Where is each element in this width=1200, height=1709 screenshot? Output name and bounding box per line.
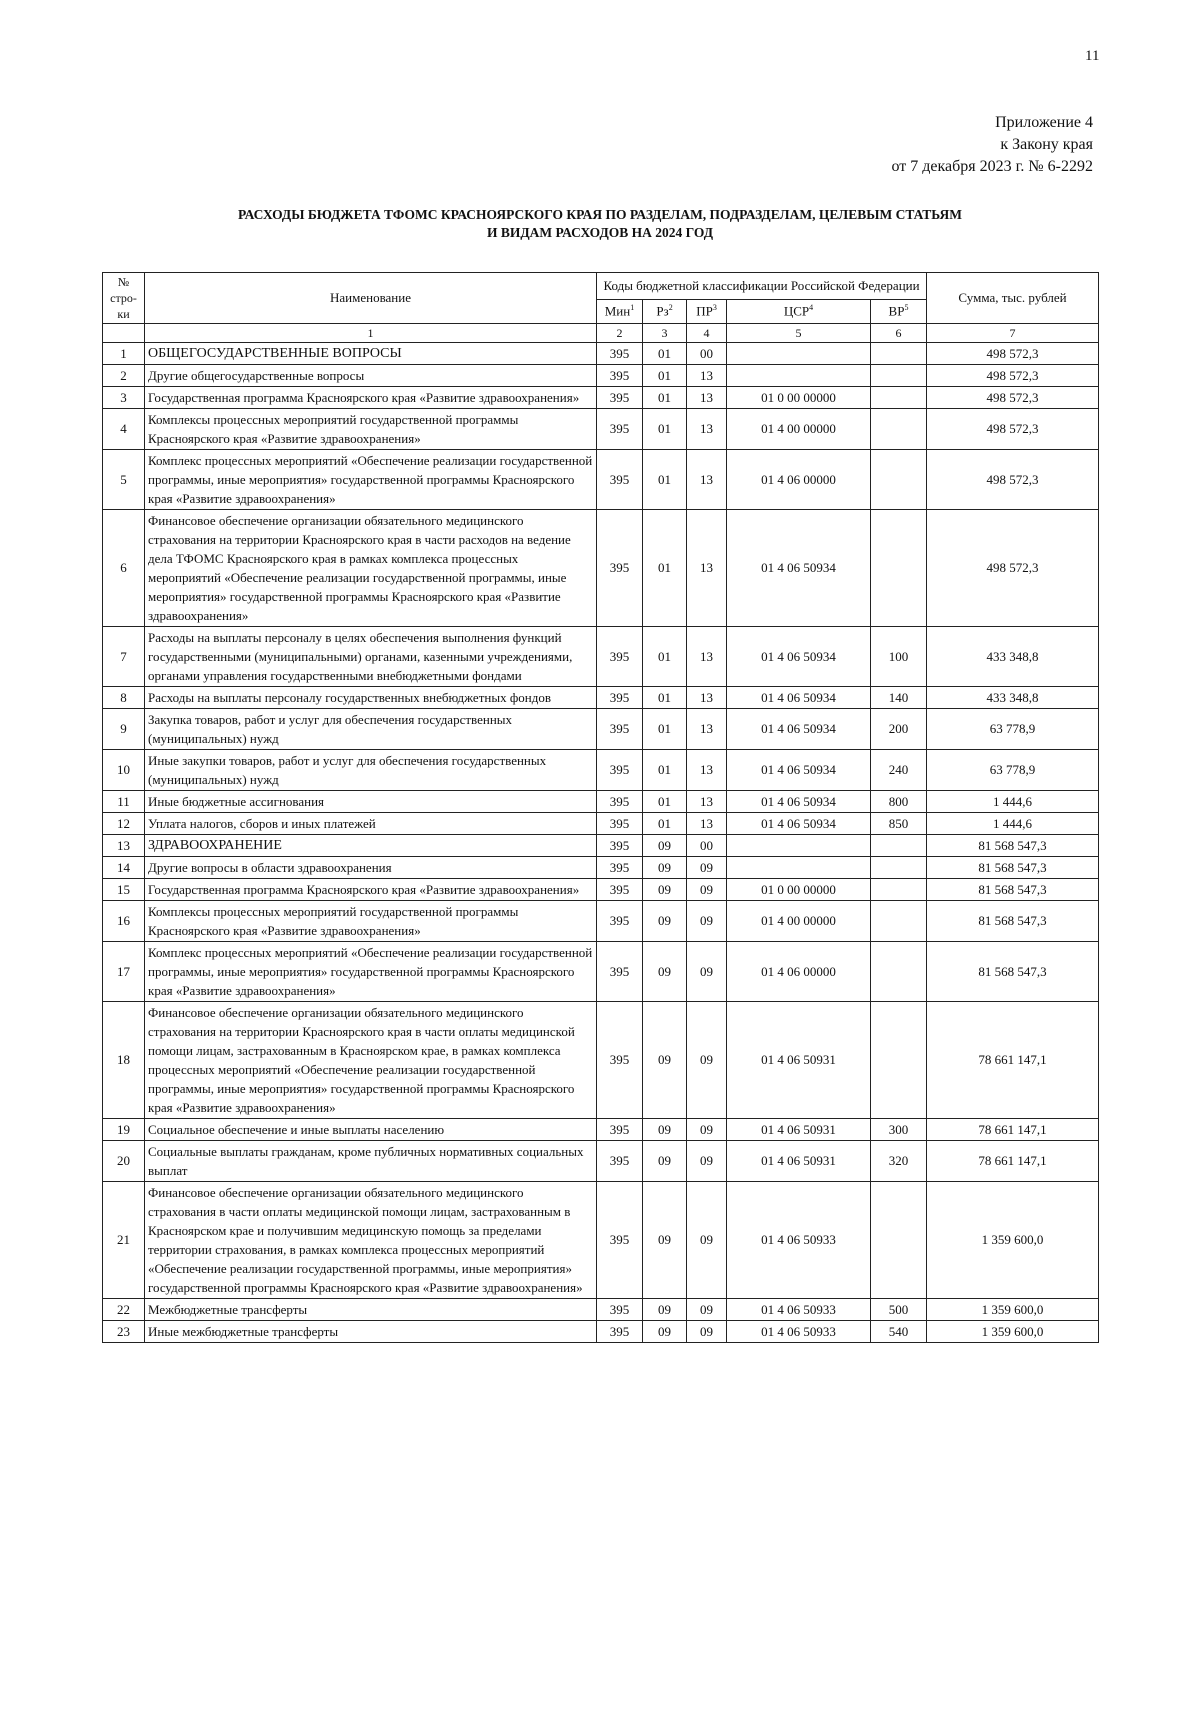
row-sum: 498 572,3 <box>927 450 1099 510</box>
table-row <box>103 709 1099 750</box>
row-sum: 81 568 547,3 <box>927 879 1099 901</box>
row-pr: 13 <box>687 450 727 510</box>
row-min: 395 <box>597 709 643 750</box>
header-name: Наименование <box>145 273 597 324</box>
row-pr: 09 <box>687 942 727 1002</box>
row-sum: 81 568 547,3 <box>927 835 1099 857</box>
table-row <box>103 1299 1099 1321</box>
row-min: 395 <box>597 942 643 1002</box>
row-name: Финансовое обеспечение организации обязательного медицинского страхования в части оплаты медицинской помощи лицам, застрахованным в Красноярском крае и получившим медицинскую помощь за пределами территории страхования, в рамках комплекса процессных мероприятий «Обеспечение реализации государственной программы, иные мероприятия» государственной программы Красноярского края «Развитие здравоохранения» <box>145 1182 597 1299</box>
row-csr: 01 4 06 50934 <box>727 510 871 627</box>
row-number: 12 <box>103 813 145 835</box>
table-row <box>103 1141 1099 1182</box>
header-row-number: № стро- ки <box>103 273 145 324</box>
row-rz: 09 <box>643 1141 687 1182</box>
row-vr: 300 <box>871 1119 927 1141</box>
row-vr: 240 <box>871 750 927 791</box>
row-pr: 13 <box>687 813 727 835</box>
row-min: 395 <box>597 687 643 709</box>
header-pr-label: ПР <box>696 303 713 319</box>
row-rz: 01 <box>643 709 687 750</box>
row-pr: 09 <box>687 1321 727 1343</box>
row-rz: 01 <box>643 627 687 687</box>
row-sum: 498 572,3 <box>927 387 1099 409</box>
column-index: 1 <box>145 324 597 343</box>
table-row <box>103 1321 1099 1343</box>
table-row <box>103 879 1099 901</box>
row-csr <box>727 343 871 365</box>
row-pr: 09 <box>687 1119 727 1141</box>
table-row <box>103 1182 1099 1299</box>
row-rz: 01 <box>643 510 687 627</box>
row-csr <box>727 835 871 857</box>
row-number: 14 <box>103 857 145 879</box>
table-row <box>103 409 1099 450</box>
row-csr: 01 4 06 50934 <box>727 750 871 791</box>
row-csr: 01 4 06 50934 <box>727 709 871 750</box>
table-row <box>103 387 1099 409</box>
row-name: Другие вопросы в области здравоохранения <box>145 857 597 879</box>
table-row <box>103 627 1099 687</box>
row-name: Финансовое обеспечение организации обязательного медицинского страхования на территории Красноярского края в части расходов на ведение дела ТФОМС Красноярского края в рамках комплекса процессных мероприятий «Обеспечение реализации государственной программы, иные мероприятия» государственной программы Красноярского края «Развитие здравоохранения» <box>145 510 597 627</box>
row-min: 395 <box>597 901 643 942</box>
row-pr: 13 <box>687 365 727 387</box>
row-sum: 81 568 547,3 <box>927 942 1099 1002</box>
appendix-line: от 7 декабря 2023 г. № 6-2292 <box>891 158 1093 175</box>
row-csr: 01 4 06 00000 <box>727 450 871 510</box>
header-rz-label: Рз <box>656 303 669 319</box>
row-rz: 09 <box>643 1299 687 1321</box>
row-pr: 13 <box>687 387 727 409</box>
footnote-mark: 4 <box>809 303 814 313</box>
row-csr: 01 4 06 50934 <box>727 687 871 709</box>
row-rz: 01 <box>643 791 687 813</box>
row-name: Расходы на выплаты персоналу государственных внебюджетных фондов <box>145 687 597 709</box>
row-sum: 498 572,3 <box>927 409 1099 450</box>
document-title <box>102 206 1098 242</box>
row-vr <box>871 450 927 510</box>
row-sum: 498 572,3 <box>927 365 1099 387</box>
row-number: 15 <box>103 879 145 901</box>
row-number: 23 <box>103 1321 145 1343</box>
row-rz: 01 <box>643 343 687 365</box>
row-rz: 09 <box>643 1182 687 1299</box>
row-pr: 09 <box>687 901 727 942</box>
row-min: 395 <box>597 1299 643 1321</box>
row-name: Иные закупки товаров, работ и услуг для обеспечения государственных (муниципальных) нужд <box>145 750 597 791</box>
column-index: 7 <box>927 324 1099 343</box>
row-name: Расходы на выплаты персоналу в целях обеспечения выполнения функций государственными (муниципальными) органами, казенными учреждениями, органами управления государственными внебюджетными фондами <box>145 627 597 687</box>
row-min: 395 <box>597 627 643 687</box>
row-name: Государственная программа Красноярского края «Развитие здравоохранения» <box>145 387 597 409</box>
row-min: 395 <box>597 409 643 450</box>
header-min-label: Мин <box>604 303 631 319</box>
table-row <box>103 791 1099 813</box>
row-min: 395 <box>597 1321 643 1343</box>
row-min: 395 <box>597 365 643 387</box>
table-row <box>103 687 1099 709</box>
table-row <box>103 1119 1099 1141</box>
row-rz: 01 <box>643 687 687 709</box>
row-number: 22 <box>103 1299 145 1321</box>
row-min: 395 <box>597 857 643 879</box>
row-rz: 09 <box>643 835 687 857</box>
row-csr: 01 4 06 00000 <box>727 942 871 1002</box>
column-index: 2 <box>597 324 643 343</box>
row-pr: 13 <box>687 750 727 791</box>
row-number: 16 <box>103 901 145 942</box>
row-name: Уплата налогов, сборов и иных платежей <box>145 813 597 835</box>
row-min: 395 <box>597 343 643 365</box>
row-sum: 78 661 147,1 <box>927 1119 1099 1141</box>
row-sum: 433 348,8 <box>927 627 1099 687</box>
row-min: 395 <box>597 791 643 813</box>
row-name: Финансовое обеспечение организации обязательного медицинского страхования на территории Красноярского края в части оплаты медицинской помощи лицам, застрахованным в Красноярском крае, в рамках комплекса процессных мероприятий «Обеспечение реализации государственной программы, иные мероприятия» государственной программы Красноярского края «Развитие здравоохранения» <box>145 1002 597 1119</box>
row-csr: 01 4 06 50933 <box>727 1321 871 1343</box>
row-number: 10 <box>103 750 145 791</box>
row-sum: 81 568 547,3 <box>927 901 1099 942</box>
row-vr: 540 <box>871 1321 927 1343</box>
row-min: 395 <box>597 1182 643 1299</box>
row-csr: 01 0 00 00000 <box>727 879 871 901</box>
row-min: 395 <box>597 1119 643 1141</box>
column-index-row <box>103 324 1099 343</box>
row-csr: 01 0 00 00000 <box>727 387 871 409</box>
row-vr <box>871 857 927 879</box>
row-rz: 01 <box>643 750 687 791</box>
row-vr: 100 <box>871 627 927 687</box>
row-vr: 850 <box>871 813 927 835</box>
row-rz: 01 <box>643 450 687 510</box>
row-vr <box>871 1182 927 1299</box>
row-csr: 01 4 06 50931 <box>727 1119 871 1141</box>
row-rz: 01 <box>643 409 687 450</box>
row-vr: 140 <box>871 687 927 709</box>
row-csr: 01 4 06 50931 <box>727 1141 871 1182</box>
row-vr: 200 <box>871 709 927 750</box>
row-min: 395 <box>597 879 643 901</box>
row-vr <box>871 1002 927 1119</box>
table-row <box>103 450 1099 510</box>
row-sum: 63 778,9 <box>927 750 1099 791</box>
row-pr: 13 <box>687 510 727 627</box>
table-row <box>103 813 1099 835</box>
table-row <box>103 750 1099 791</box>
row-name: Социальные выплаты гражданам, кроме публичных нормативных социальных выплат <box>145 1141 597 1182</box>
row-name: Межбюджетные трансферты <box>145 1299 597 1321</box>
row-pr: 13 <box>687 409 727 450</box>
header-vr-label: ВР <box>888 303 905 319</box>
row-vr <box>871 510 927 627</box>
row-csr: 01 4 06 50934 <box>727 791 871 813</box>
row-number: 3 <box>103 387 145 409</box>
row-vr <box>871 942 927 1002</box>
page-number: 11 <box>1085 48 1100 64</box>
appendix-reference <box>891 112 1093 178</box>
title-line: РАСХОДЫ БЮДЖЕТА ТФОМС КРАСНОЯРСКОГО КРАЯ ПО РАЗДЕЛАМ, ПОДРАЗДЕЛАМ, ЦЕЛЕВЫМ СТАТЬЯМ <box>238 207 962 222</box>
row-name: Закупка товаров, работ и услуг для обеспечения государственных (муниципальных) нужд <box>145 709 597 750</box>
table-row <box>103 365 1099 387</box>
appendix-line: к Закону края <box>1000 136 1093 153</box>
row-name: ЗДРАВООХРАНЕНИЕ <box>145 835 597 857</box>
row-rz: 09 <box>643 942 687 1002</box>
row-vr <box>871 387 927 409</box>
column-index: 4 <box>687 324 727 343</box>
header-row <box>103 273 1099 300</box>
footnote-mark: 5 <box>904 303 909 313</box>
table-row <box>103 1002 1099 1119</box>
row-name: ОБЩЕГОСУДАРСТВЕННЫЕ ВОПРОСЫ <box>145 343 597 365</box>
row-number: 7 <box>103 627 145 687</box>
row-number: 11 <box>103 791 145 813</box>
row-sum: 1 359 600,0 <box>927 1182 1099 1299</box>
column-index <box>103 324 145 343</box>
table-row <box>103 835 1099 857</box>
row-rz: 01 <box>643 365 687 387</box>
appendix-line: Приложение 4 <box>995 114 1093 131</box>
row-sum: 433 348,8 <box>927 687 1099 709</box>
row-rz: 01 <box>643 813 687 835</box>
row-vr <box>871 365 927 387</box>
row-min: 395 <box>597 450 643 510</box>
header-csr-label: ЦСР <box>783 303 810 319</box>
header-vr <box>871 299 927 323</box>
row-pr: 09 <box>687 1141 727 1182</box>
row-min: 395 <box>597 510 643 627</box>
row-pr: 09 <box>687 1299 727 1321</box>
row-sum: 1 359 600,0 <box>927 1321 1099 1343</box>
title-line: И ВИДАМ РАСХОДОВ НА 2024 ГОД <box>487 225 713 240</box>
row-csr: 01 4 00 00000 <box>727 901 871 942</box>
row-pr: 00 <box>687 835 727 857</box>
row-sum: 78 661 147,1 <box>927 1141 1099 1182</box>
header-pr <box>687 299 727 323</box>
row-name: Комплексы процессных мероприятий государственной программы Красноярского края «Развитие здравоохранения» <box>145 409 597 450</box>
row-csr <box>727 857 871 879</box>
row-sum: 498 572,3 <box>927 510 1099 627</box>
row-pr: 13 <box>687 627 727 687</box>
footnote-mark: 2 <box>668 303 673 313</box>
row-csr: 01 4 06 50933 <box>727 1299 871 1321</box>
row-csr: 01 4 00 00000 <box>727 409 871 450</box>
column-index: 5 <box>727 324 871 343</box>
row-name: Комплексы процессных мероприятий государственной программы Красноярского края «Развитие здравоохранения» <box>145 901 597 942</box>
table-row <box>103 901 1099 942</box>
row-name: Государственная программа Красноярского края «Развитие здравоохранения» <box>145 879 597 901</box>
row-min: 395 <box>597 835 643 857</box>
row-min: 395 <box>597 1002 643 1119</box>
row-number: 18 <box>103 1002 145 1119</box>
row-number: 20 <box>103 1141 145 1182</box>
row-csr: 01 4 06 50934 <box>727 627 871 687</box>
row-name: Комплекс процессных мероприятий «Обеспечение реализации государственной программы, иные мероприятия» государственной программы Красноярского края «Развитие здравоохранения» <box>145 450 597 510</box>
row-pr: 00 <box>687 343 727 365</box>
row-vr <box>871 835 927 857</box>
footnote-mark: 1 <box>630 303 635 313</box>
row-number: 8 <box>103 687 145 709</box>
row-number: 1 <box>103 343 145 365</box>
row-number: 6 <box>103 510 145 627</box>
table-row <box>103 942 1099 1002</box>
row-pr: 13 <box>687 791 727 813</box>
row-rz: 09 <box>643 879 687 901</box>
row-min: 395 <box>597 1141 643 1182</box>
row-vr <box>871 409 927 450</box>
column-index: 6 <box>871 324 927 343</box>
table-row <box>103 510 1099 627</box>
row-pr: 09 <box>687 1002 727 1119</box>
row-min: 395 <box>597 387 643 409</box>
header-csr <box>727 299 871 323</box>
budget-table <box>102 272 1099 1343</box>
row-rz: 01 <box>643 387 687 409</box>
row-sum: 81 568 547,3 <box>927 857 1099 879</box>
table-row <box>103 857 1099 879</box>
row-number: 2 <box>103 365 145 387</box>
row-csr: 01 4 06 50934 <box>727 813 871 835</box>
row-rz: 09 <box>643 1321 687 1343</box>
row-rz: 09 <box>643 1119 687 1141</box>
row-name: Комплекс процессных мероприятий «Обеспечение реализации государственной программы, иные мероприятия» государственной программы Красноярского края «Развитие здравоохранения» <box>145 942 597 1002</box>
row-min: 395 <box>597 750 643 791</box>
row-csr: 01 4 06 50931 <box>727 1002 871 1119</box>
row-rz: 09 <box>643 857 687 879</box>
header-min <box>597 299 643 323</box>
row-number: 9 <box>103 709 145 750</box>
row-sum: 1 444,6 <box>927 791 1099 813</box>
row-vr <box>871 343 927 365</box>
row-number: 21 <box>103 1182 145 1299</box>
row-csr <box>727 365 871 387</box>
row-name: Иные бюджетные ассигнования <box>145 791 597 813</box>
header-sum: Сумма, тыс. рублей <box>927 273 1099 324</box>
row-min: 395 <box>597 813 643 835</box>
row-number: 17 <box>103 942 145 1002</box>
row-pr: 09 <box>687 1182 727 1299</box>
row-vr <box>871 901 927 942</box>
row-name: Иные межбюджетные трансферты <box>145 1321 597 1343</box>
row-number: 5 <box>103 450 145 510</box>
row-number: 13 <box>103 835 145 857</box>
row-sum: 498 572,3 <box>927 343 1099 365</box>
row-vr: 320 <box>871 1141 927 1182</box>
row-sum: 1 444,6 <box>927 813 1099 835</box>
row-rz: 09 <box>643 1002 687 1119</box>
header-codes-group: Коды бюджетной классификации Российской Федерации <box>597 273 927 300</box>
footnote-mark: 3 <box>712 303 717 313</box>
column-index: 3 <box>643 324 687 343</box>
row-pr: 13 <box>687 709 727 750</box>
row-pr: 13 <box>687 687 727 709</box>
row-number: 19 <box>103 1119 145 1141</box>
header-rz <box>643 299 687 323</box>
row-csr: 01 4 06 50933 <box>727 1182 871 1299</box>
row-sum: 63 778,9 <box>927 709 1099 750</box>
row-pr: 09 <box>687 857 727 879</box>
row-name: Социальное обеспечение и иные выплаты населению <box>145 1119 597 1141</box>
row-vr <box>871 879 927 901</box>
row-name: Другие общегосударственные вопросы <box>145 365 597 387</box>
row-sum: 78 661 147,1 <box>927 1002 1099 1119</box>
row-rz: 09 <box>643 901 687 942</box>
row-number: 4 <box>103 409 145 450</box>
row-vr: 800 <box>871 791 927 813</box>
row-vr: 500 <box>871 1299 927 1321</box>
row-pr: 09 <box>687 879 727 901</box>
row-sum: 1 359 600,0 <box>927 1299 1099 1321</box>
table-row <box>103 343 1099 365</box>
